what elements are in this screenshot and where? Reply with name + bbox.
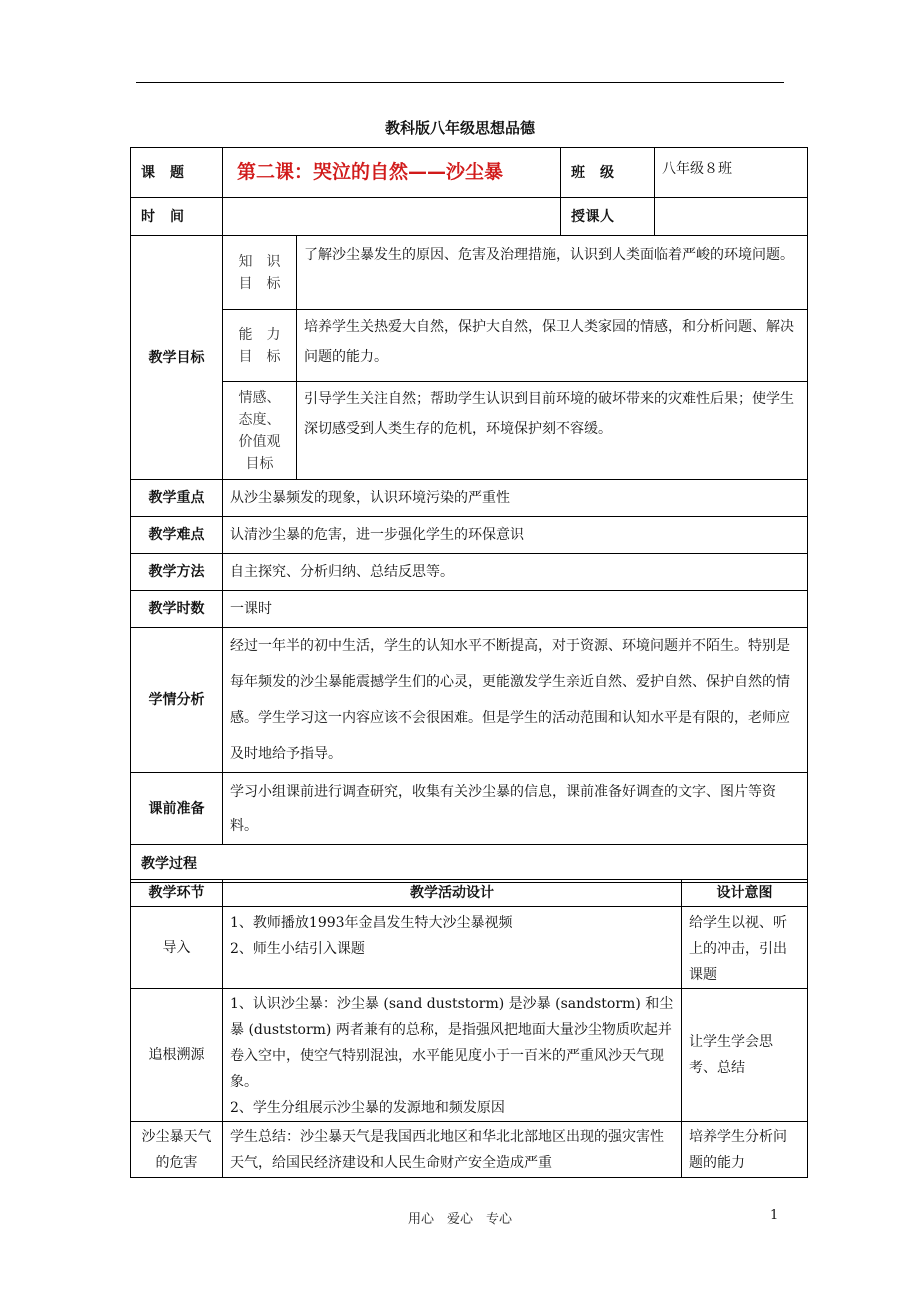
footer-motto: 用心 爱心 专心	[407, 1212, 512, 1227]
row-label: 教学重点	[131, 480, 223, 517]
process-label: 教学过程	[131, 845, 808, 883]
row-text: 从沙尘暴频发的现象，认识环境污染的严重性	[223, 480, 808, 517]
class-value: 八年级８班	[655, 148, 808, 198]
step-stage: 沙尘暴天气的危害	[131, 1122, 223, 1178]
document-title: 教科版八年级思想品德	[384, 119, 535, 137]
goal-ability-text: 培养学生关热爱大自然，保护大自然，保卫人类家园的情感，和分析问题、解决问题的能力。	[297, 310, 808, 382]
step-activity: 1、教师播放1993年金昌发生特大沙尘暴视频 2、师生小结引入课题	[223, 907, 682, 989]
step-stage: 导入	[131, 907, 223, 989]
step-intent: 让学生学会思考、总结	[682, 989, 808, 1122]
header-rule	[136, 82, 784, 83]
goals-label: 教学目标	[131, 236, 223, 480]
teacher-label: 授课人	[561, 198, 655, 236]
row-text: 经过一年半的初中生活，学生的认知水平不断提高，对于资源、环境问题并不陌生。特别是每年频发的沙尘暴能震撼学生们的心灵，更能激发学生亲近自然、爱护自然、保护自然的情感。学生学习这一内容应该不会很困难。但是学生的活动范围和认知水平是有限的，老师应及时地给予指导。	[223, 628, 808, 773]
step-intent: 培养学生分析问题的能力	[682, 1122, 808, 1178]
time-label: 时 间	[131, 198, 223, 236]
process-header-activity: 教学活动设计	[223, 880, 682, 907]
process-header-intent: 设计意图	[682, 880, 808, 907]
row-label: 教学方法	[131, 554, 223, 591]
row-label: 课前准备	[131, 773, 223, 845]
goal-attitude-name: 情感、 态度、 价值观 目标	[223, 382, 297, 480]
topic-label: 课 题	[131, 148, 223, 198]
class-label: 班 级	[561, 148, 655, 198]
goal-attitude-text: 引导学生关注自然；帮助学生认识到目前环境的破坏带来的灾难性后果；使学生深切感受到人类生存的危机，环境保护刻不容缓。	[297, 382, 808, 480]
step-activity: 1、认识沙尘暴：沙尘暴 (sand duststorm) 是沙暴 (sandstorm) 和尘暴 (duststorm) 两者兼有的总称，是指强风把地面大量沙尘物质吹起并卷入空中，使空气特别混浊，水平能见度小于一百米的严重风沙天气现象。 2、学生分组展示沙尘暴的发源地和频发原因	[223, 989, 682, 1122]
step-stage: 追根溯源	[131, 989, 223, 1122]
goal-ability-name: 能 力 目 标	[223, 310, 297, 382]
row-text: 一课时	[223, 591, 808, 628]
topic-value	[223, 148, 561, 198]
row-text: 认清沙尘暴的危害，进一步强化学生的环保意识	[223, 517, 808, 554]
process-header-stage: 教学环节	[131, 880, 223, 907]
step-activity: 学生总结：沙尘暴天气是我国西北地区和华北北部地区出现的强灾害性天气，给国民经济建设和人民生命财产安全造成严重	[223, 1122, 682, 1178]
step-intent: 给学生以视、听上的冲击，引出课题	[682, 907, 808, 989]
goal-knowledge-text: 了解沙尘暴发生的原因、危害及治理措施，认识到人类面临着严峻的环境问题。	[297, 236, 808, 310]
lesson-title: 第二课：哭泣的自然——沙尘暴	[237, 160, 504, 183]
row-label: 教学时数	[131, 591, 223, 628]
row-label: 学情分析	[131, 628, 223, 773]
row-label: 教学难点	[131, 517, 223, 554]
lesson-plan-table	[130, 147, 808, 883]
teacher-value	[655, 198, 808, 236]
time-value	[223, 198, 561, 236]
row-text: 自主探究、分析归纳、总结反思等。	[223, 554, 808, 591]
page-number: 1	[770, 1208, 779, 1223]
process-table	[130, 879, 808, 1178]
goal-knowledge-name: 知 识 目 标	[223, 236, 297, 310]
row-text: 学习小组课前进行调查研究，收集有关沙尘暴的信息，课前准备好调查的文字、图片等资料。	[223, 773, 808, 845]
